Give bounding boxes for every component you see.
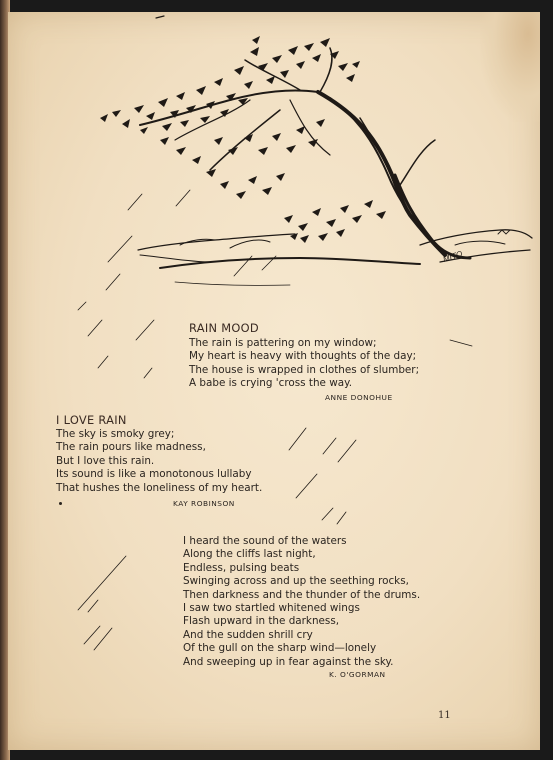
- page-number: 11: [438, 710, 451, 721]
- poem-line: Then darkness and the thunder of the drums.: [183, 588, 421, 601]
- poem-body-i-love-rain: [56, 428, 262, 495]
- poem-line: And the sudden shrill cry: [183, 628, 313, 641]
- poem-line: A babe is crying 'cross the way.: [189, 377, 353, 390]
- decorative-dot: [59, 502, 62, 505]
- poem-line: But I love this rain.: [56, 454, 155, 467]
- poem-line: Flash upward in the darkness,: [183, 615, 340, 628]
- poem-title-i-love-rain: I LOVE RAIN: [56, 413, 127, 427]
- poem-author-kay-robinson: KAY ROBINSON: [173, 499, 235, 508]
- poem-author-k-ogorman: K. O'GORMAN: [329, 670, 386, 679]
- poem-line: The sky is smoky grey;: [56, 428, 175, 440]
- poem-line: The rain pours like madness,: [56, 441, 206, 454]
- poem-line: Endless, pulsing beats: [183, 561, 300, 574]
- poem-line: That hushes the loneliness of my heart.: [56, 481, 263, 494]
- poem-line: I saw two startled whitened wings: [183, 602, 360, 615]
- poem-line: I heard the sound of the waters: [183, 535, 347, 547]
- poem-line: And sweeping up in fear against the sky.: [183, 655, 394, 668]
- poem-title-rain-mood: RAIN MOOD: [189, 321, 259, 335]
- poem-author-anne-donohue: ANNE DONOHUE: [325, 393, 393, 402]
- poem-line: The house is wrapped in clothes of slumber;: [189, 363, 420, 376]
- poem-line: Of the gull on the sharp wind—lonely: [183, 642, 377, 655]
- artist-signature: MITO: [441, 249, 464, 264]
- poem-line: Its sound is like a monotonous lullaby: [56, 468, 252, 481]
- poem-body-gull: [183, 535, 420, 669]
- poem-line: The rain is pattering on my window;: [189, 337, 377, 349]
- poem-line: Swinging across and up the seething rocks,: [183, 575, 409, 588]
- poem-body-rain-mood: [189, 337, 419, 391]
- poem-line: Along the cliffs last night,: [183, 548, 316, 561]
- poem-line: My heart is heavy with thoughts of the day;: [189, 350, 417, 363]
